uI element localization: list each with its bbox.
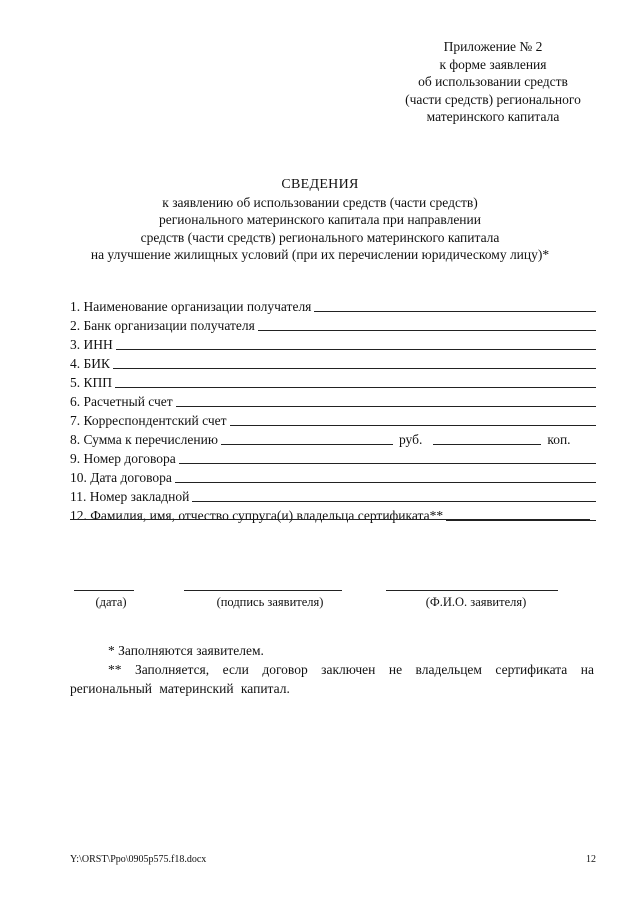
heading-line: к заявлению об использовании средств (части средств) <box>162 194 478 210</box>
fill-line[interactable] <box>230 413 596 426</box>
appendix-line: материнского капитала <box>426 109 560 124</box>
field-label: 4. БИК <box>70 356 111 371</box>
field-amount <box>70 429 596 448</box>
heading-line: регионального материнского капитала при направлении <box>159 212 481 227</box>
heading-block <box>40 176 600 264</box>
field-spouse-name <box>70 505 596 524</box>
appendix-line: (части средств) регионального <box>405 91 581 107</box>
page-title: СВЕДЕНИЯ <box>281 177 359 192</box>
field-bik <box>70 353 596 372</box>
field-label: 2. Банк организации получателя <box>70 318 255 333</box>
spouse-name-continuation-line[interactable] <box>70 519 590 520</box>
form-fields <box>70 296 596 524</box>
field-corr-account <box>70 410 596 429</box>
fill-line[interactable] <box>116 337 596 350</box>
rub-fill-line[interactable] <box>221 432 393 445</box>
fill-line[interactable] <box>176 394 596 407</box>
field-contract-number <box>70 448 596 467</box>
field-bank <box>70 315 596 334</box>
fill-line[interactable] <box>175 470 596 483</box>
field-contract-date <box>70 467 596 486</box>
field-label: 7. Корреспондентский счет <box>70 413 227 428</box>
fio-sign-line[interactable] <box>386 590 558 591</box>
appendix-line: Приложение № 2 <box>443 39 543 54</box>
fill-line[interactable] <box>115 375 596 388</box>
file-path: Y:\ORST\Ppo\0905p575.f18.docx <box>70 854 207 865</box>
field-label: 10. Дата договора <box>70 470 172 485</box>
field-label: 12. Фамилия, имя, отчество супруга(и) владельца сертификата** <box>70 508 444 523</box>
field-label: 5. КПП <box>70 375 113 390</box>
footnote-2: ** Заполняется, если договор заключен не владельцем сертификата на региональный материнский капитал. <box>70 662 594 696</box>
field-label: 1. Наименование организации получателя <box>70 299 312 314</box>
field-label: 3. ИНН <box>70 337 113 352</box>
fill-line[interactable] <box>314 299 596 312</box>
page-number: 12 <box>586 854 596 865</box>
heading-line: на улучшение жилищных условий (при их перечислении юридическому лицу)* <box>90 247 550 262</box>
appendix-line: об использовании средств <box>418 74 568 89</box>
rub-label: руб. <box>398 432 423 447</box>
field-label: 9. Номер договора <box>70 451 176 466</box>
kop-label: коп. <box>547 432 571 447</box>
signature-sign-line[interactable] <box>184 590 342 591</box>
date-caption: (дата) <box>95 595 127 609</box>
field-label: 11. Номер закладной <box>70 489 190 504</box>
signature-caption: (подпись заявителя) <box>216 595 324 609</box>
fill-line[interactable] <box>113 356 596 369</box>
field-label: 8. Сумма к перечислению <box>70 432 218 447</box>
fio-caption: (Ф.И.О. заявителя) <box>425 595 527 609</box>
fill-line[interactable] <box>192 489 596 502</box>
appendix-line: к форме заявления <box>439 56 547 72</box>
footnotes <box>70 641 594 698</box>
heading-line: средств (части средств) регионального материнского капитала <box>140 229 500 245</box>
fill-line[interactable] <box>258 318 596 331</box>
appendix-block <box>388 38 598 126</box>
field-mortgage-number <box>70 486 596 505</box>
footnote-1: * Заполняются заявителем. <box>108 643 264 658</box>
fill-line[interactable] <box>179 451 596 464</box>
field-kpp <box>70 372 596 391</box>
date-sign-line[interactable] <box>74 590 134 591</box>
field-org-name <box>70 296 596 315</box>
field-account <box>70 391 596 410</box>
field-inn <box>70 334 596 353</box>
kop-fill-line[interactable] <box>433 432 541 445</box>
field-label: 6. Расчетный счет <box>70 394 173 409</box>
